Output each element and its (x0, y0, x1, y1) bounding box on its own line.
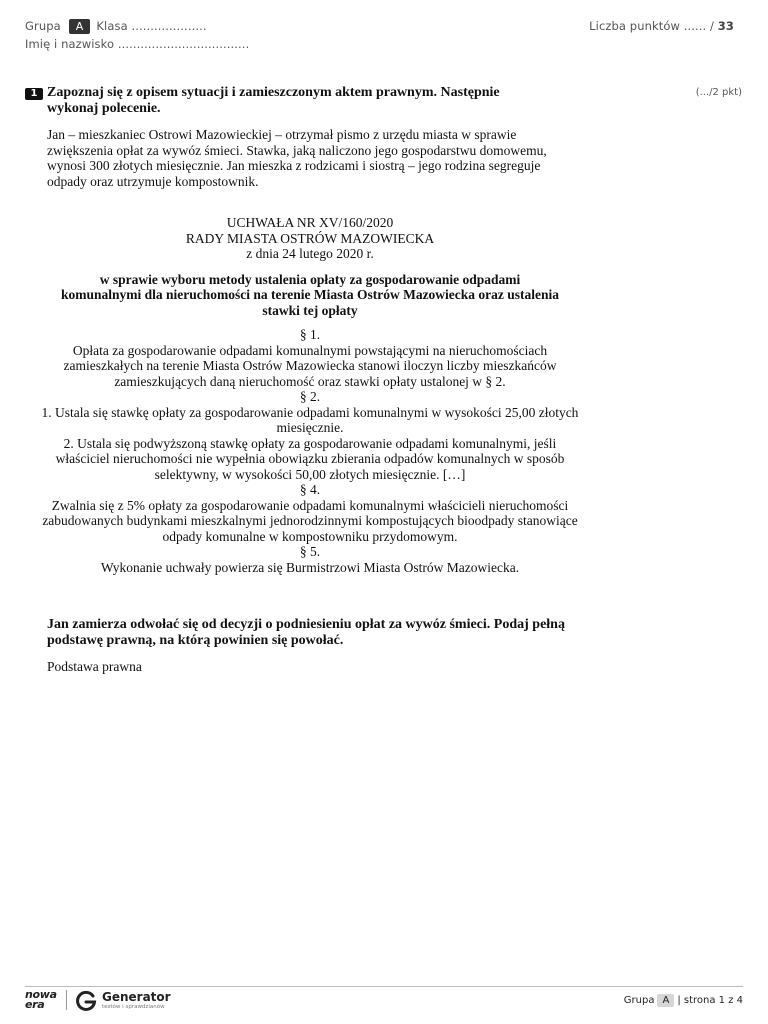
act-title-line1: UCHWAŁA NR XV/160/2020 (226, 215, 394, 230)
generator-logo-subtext: testów i sprawdzianów (102, 1004, 165, 1010)
logo-separator (66, 990, 67, 1010)
act-section-text: Zwalnia się z 5% opłaty za gospodarowanie odpadami komunalnymi właścicieli nieruchomości zabudowanych budynkami mieszkalnymi jednorodzinnymi kompostujących bioodpady stanowiące odpady komunalne w kompostowniku przydomowym. (42, 497, 578, 544)
page-number: | strona 1 z 4 (677, 995, 743, 1006)
header-left (25, 19, 207, 34)
act-section-text: 1. Ustala się stawkę opłaty za gospodarowanie odpadami komunalnymi w wysokości 25,00 złotych miesięcznie. (41, 404, 579, 435)
points-label: Liczba punktów ...... / (589, 19, 715, 33)
act-section-heading: § 2. (299, 389, 321, 404)
footer-group-label: Grupa (623, 995, 655, 1006)
group-badge: A (69, 19, 91, 34)
footer-group-badge: A (657, 994, 674, 1007)
class-field-label: Klasa .................... (96, 19, 207, 33)
task-points: (.../2 pkt) (695, 87, 742, 98)
act-paragraphs (40, 327, 580, 575)
logo-text-nowa: nowa (25, 988, 57, 1001)
footer-divider (25, 986, 743, 987)
act-section-heading: § 4. (299, 482, 321, 497)
act-section-heading: § 5. (299, 544, 321, 559)
group-label: Grupa (25, 19, 61, 33)
answer-label: Podstawa prawna (47, 659, 142, 674)
generator-logo (75, 990, 185, 1012)
footer-page-info (624, 994, 743, 1007)
act-section-text: Wykonanie uchwały powierza się Burmistrzowi Miasta Ostrów Mazowiecka. (100, 559, 520, 575)
points-summary (589, 19, 734, 33)
task-instruction: Zapoznaj się z opisem sytuacji i zamieszczonym aktem prawnym. Następnie wykonaj polecenie. (47, 85, 500, 116)
name-field-label: Imię i nazwisko ................................... (25, 37, 250, 51)
act-date: z dnia 24 lutego 2020 r. (246, 246, 374, 261)
task-number-badge: 1 (25, 88, 43, 100)
generator-logo-text: Generator (102, 990, 171, 1004)
task-question: Jan zamierza odwołać się od decyzji o podniesieniu opłat za wywóz śmieci. Podaj pełną podstawę prawną, na którą powinien się powołać. (47, 617, 565, 648)
generator-g-icon (75, 990, 97, 1012)
logo-text-era: era (25, 998, 45, 1011)
act-title-line2: RADY MIASTA OSTRÓW MAZOWIECKA (185, 230, 435, 246)
act-section-text: Opłata za gospodarowanie odpadami komunalnymi powstającymi na nieruchomościach zamieszkałych na terenie Miasta Ostrów Mazowiecka stanowi iloczyn liczby mieszkańców zamieszkujących daną nieruchomość oraz stawki opłaty ustalonej w § 2. (63, 342, 557, 389)
points-total: 33 (717, 19, 734, 33)
nowa-era-logo (25, 990, 57, 1010)
act-section-text: 2. Ustala się podwyższoną stawkę opłaty za gospodarowanie odpadami komunalnymi, jeśli właściciel nieruchomości nie wypełnia obowiązku zbierania odpadów komunalnych w sposób selektywny, w wysokości 50,00 złotych miesięcznie. […] (55, 435, 565, 482)
act-subject: w sprawie wyboru metody ustalenia opłaty za gospodarowanie odpadami komunalnymi dla nieruchomości na terenie Miasta Ostrów Mazowiecka oraz ustalenia stawki tej opłaty (60, 271, 560, 318)
legal-act (40, 215, 580, 575)
task-intro: Jan – mieszkaniec Ostrowi Mazowieckiej – otrzymał pismo z urzędu miasta w sprawie zwiększenia opłat za wywóz śmieci. Stawka, jaką naliczono jego gospodarstwu domowemu, wynosi 300 złotych miesięcznie. Jan mieszka z rodzicami i siostrą – jego rodzina segreguje odpady oraz utrzymuje kompostownik. (47, 127, 547, 190)
act-section-heading: § 1. (299, 327, 321, 342)
